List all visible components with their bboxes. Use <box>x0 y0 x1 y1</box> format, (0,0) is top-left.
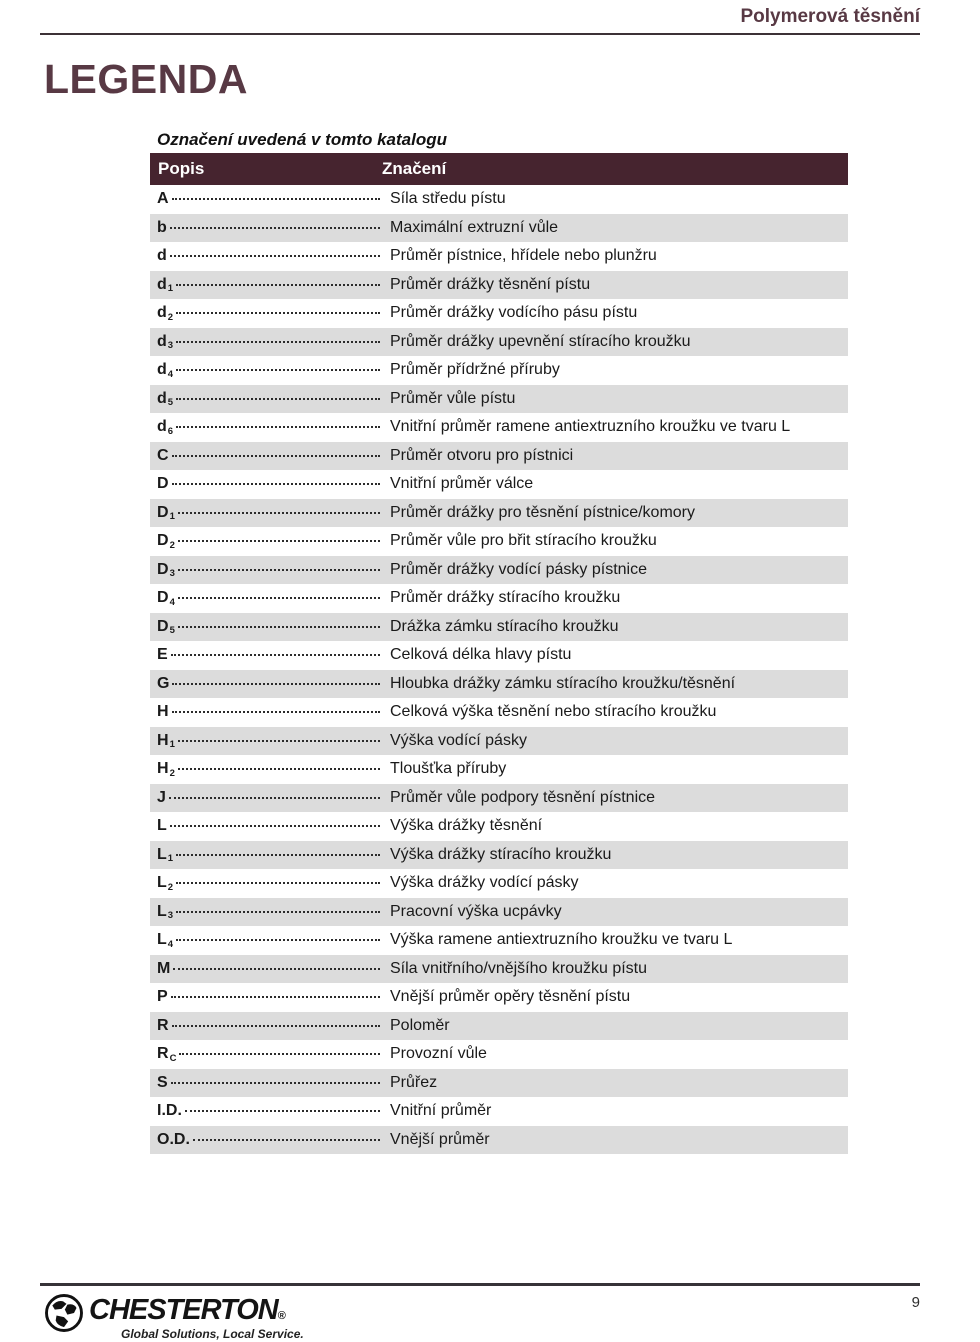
row-symbol-cell <box>150 190 390 208</box>
row-symbol: D <box>157 503 169 521</box>
document-header-title: Polymerová těsnění <box>740 6 920 27</box>
row-description: Vnitřní průměr válce <box>390 475 534 493</box>
row-description: Průměr drážky upevnění stíracího kroužku <box>390 332 691 350</box>
table-row <box>150 356 848 385</box>
row-symbol: d <box>157 418 167 436</box>
row-symbol-cell <box>150 532 390 550</box>
row-symbol-cell <box>150 931 390 949</box>
dotted-leader <box>176 882 380 884</box>
row-symbol: C <box>157 446 169 464</box>
row-symbol-cell <box>150 361 390 379</box>
dotted-leader <box>178 597 380 599</box>
row-symbol-sub: 3 <box>169 568 175 580</box>
dotted-leader <box>173 968 380 970</box>
dotted-leader <box>170 255 380 257</box>
row-description: Průměr drážky stíracího kroužku <box>390 589 621 607</box>
row-description: Pracovní výška ucpávky <box>390 902 562 920</box>
row-symbol: S <box>157 1073 168 1091</box>
table-row <box>150 413 848 442</box>
legend-table <box>150 153 848 1154</box>
row-symbol: H <box>157 703 169 721</box>
row-symbol-cell <box>150 960 390 978</box>
row-description: Průměr přídržné příruby <box>390 361 560 379</box>
row-description: Vnější průměr opěry těsnění pístu <box>390 988 631 1006</box>
row-symbol-cell <box>150 988 390 1006</box>
table-row <box>150 784 848 813</box>
dotted-leader <box>178 626 380 628</box>
row-description: Poloměr <box>390 1016 450 1034</box>
row-symbol: R <box>157 1016 169 1034</box>
table-row <box>150 527 848 556</box>
dotted-leader <box>172 455 380 457</box>
row-symbol: d <box>157 361 167 379</box>
table-row <box>150 1012 848 1041</box>
dotted-leader <box>178 740 380 742</box>
dotted-leader <box>179 1053 380 1055</box>
row-symbol-cell <box>150 418 390 436</box>
row-symbol: D <box>157 589 169 607</box>
row-symbol-cell <box>150 760 390 778</box>
row-symbol: P <box>157 988 168 1006</box>
row-symbol-cell <box>150 817 390 835</box>
row-symbol-cell <box>150 675 390 693</box>
row-symbol-cell <box>150 1074 390 1092</box>
table-row <box>150 271 848 300</box>
table-row <box>150 926 848 955</box>
row-symbol: D <box>157 617 169 635</box>
row-symbol-cell <box>150 1017 390 1035</box>
row-description: Průměr drážky pro těsnění pístnice/komory <box>390 503 696 521</box>
row-description: Průměr vůle podpory těsnění pístnice <box>390 788 656 806</box>
table-row <box>150 442 848 471</box>
table-row <box>150 470 848 499</box>
row-symbol: I.D. <box>157 1102 182 1120</box>
table-row <box>150 499 848 528</box>
row-symbol: H <box>157 731 169 749</box>
dotted-leader <box>178 569 380 571</box>
dotted-leader <box>193 1139 380 1141</box>
row-symbol: A <box>157 190 169 208</box>
row-symbol: d <box>157 332 167 350</box>
row-description: Síla vnitřního/vnějšího kroužku pístu <box>390 959 648 977</box>
dotted-leader <box>170 825 380 827</box>
row-symbol: R <box>157 1045 169 1063</box>
row-symbol-cell <box>150 390 390 408</box>
registered-mark: ® <box>277 1310 286 1322</box>
row-description: Průměr vůle pístu <box>390 389 516 407</box>
dotted-leader <box>176 369 380 371</box>
row-symbol: L <box>157 931 167 949</box>
table-row <box>150 299 848 328</box>
dotted-leader <box>176 939 380 941</box>
table-row <box>150 556 848 585</box>
row-description: Průřez <box>390 1073 438 1091</box>
row-symbol-sub: 1 <box>167 853 174 865</box>
row-description: Výška vodící pásky <box>390 731 527 749</box>
row-symbol: D <box>157 532 169 550</box>
table-row <box>150 1040 848 1069</box>
dotted-leader <box>178 540 380 542</box>
dotted-leader <box>185 1110 380 1112</box>
dotted-leader <box>172 483 380 485</box>
row-symbol-sub: 5 <box>167 397 174 409</box>
table-row <box>150 1126 848 1155</box>
row-symbol: L <box>157 817 167 835</box>
row-symbol-cell <box>150 276 390 294</box>
page-number: 9 <box>911 1294 920 1311</box>
row-description: Síla středu pístu <box>390 190 506 208</box>
row-symbol: b <box>157 218 167 236</box>
row-description: Celková výška těsnění nebo stíracího kroužku <box>390 703 717 721</box>
page-title: LEGENDA <box>44 56 248 102</box>
row-symbol: D <box>157 560 169 578</box>
table-row <box>150 185 848 214</box>
table-row <box>150 812 848 841</box>
row-description: Vnitřní průměr ramene antiextruzního kroužku ve tvaru L <box>390 418 791 436</box>
row-symbol-sub: 3 <box>167 910 174 922</box>
table-row <box>150 869 848 898</box>
row-symbol-cell <box>150 304 390 322</box>
table-row <box>150 1069 848 1098</box>
row-symbol-sub: 3 <box>167 340 174 352</box>
row-symbol-cell <box>150 618 390 636</box>
table-row <box>150 898 848 927</box>
row-description: Drážka zámku stíracího kroužku <box>390 617 619 635</box>
table-row <box>150 955 848 984</box>
row-description: Vnitřní průměr <box>390 1102 492 1120</box>
row-description: Průměr pístnice, hřídele nebo plunžru <box>390 247 657 265</box>
row-symbol: O.D. <box>157 1130 190 1148</box>
row-symbol-cell <box>150 646 390 664</box>
table-row <box>150 613 848 642</box>
row-symbol-cell <box>150 475 390 493</box>
table-row <box>150 641 848 670</box>
table-subtitle: Označení uvedená v tomto katalogu <box>157 130 448 149</box>
row-symbol-sub: 1 <box>169 511 175 523</box>
row-symbol-cell <box>150 504 390 522</box>
logo-wordmark: CHESTERTON® <box>89 1294 286 1326</box>
dotted-leader <box>171 654 380 656</box>
table-row <box>150 242 848 271</box>
row-symbol-cell <box>150 1131 390 1149</box>
row-description: Průměr drážky vodící pásky pístnice <box>390 560 647 578</box>
table-row <box>150 841 848 870</box>
row-symbol: J <box>157 788 166 806</box>
dotted-leader <box>176 426 380 428</box>
row-symbol: L <box>157 845 167 863</box>
row-description: Provozní vůle <box>390 1045 487 1063</box>
row-symbol-sub: 1 <box>167 283 174 295</box>
row-symbol-sub: 2 <box>167 311 174 323</box>
dotted-leader <box>176 341 380 343</box>
row-description: Průměr vůle pro břit stíracího kroužku <box>390 532 657 550</box>
dotted-leader <box>178 768 380 770</box>
row-description: Výška drážky vodící pásky <box>390 874 579 892</box>
row-symbol-cell <box>150 874 390 892</box>
row-symbol-cell <box>150 1045 390 1063</box>
table-row <box>150 1097 848 1126</box>
table-row <box>150 670 848 699</box>
row-symbol-sub: 4 <box>167 368 174 380</box>
row-description: Výška drážky těsnění <box>390 817 543 835</box>
dotted-leader <box>170 227 380 229</box>
row-symbol-sub: 2 <box>167 881 174 893</box>
table-row <box>150 983 848 1012</box>
row-description: Celková délka hlavy pístu <box>390 646 572 664</box>
row-symbol: d <box>157 275 167 293</box>
header-rule <box>40 33 920 35</box>
table-row <box>150 698 848 727</box>
row-symbol: E <box>157 646 168 664</box>
row-symbol-cell <box>150 561 390 579</box>
row-symbol-sub: 2 <box>169 767 175 779</box>
row-symbol-cell <box>150 903 390 921</box>
table-row <box>150 584 848 613</box>
row-symbol-cell <box>150 703 390 721</box>
table-row <box>150 385 848 414</box>
column-header-popis: Popis <box>158 159 205 178</box>
dotted-leader <box>178 512 380 514</box>
legend-table-body <box>150 185 848 1154</box>
row-symbol-cell <box>150 333 390 351</box>
row-symbol-sub: 6 <box>167 425 174 437</box>
row-symbol: M <box>157 959 171 977</box>
row-symbol: d <box>157 304 167 322</box>
legend-table-header <box>150 153 848 185</box>
table-row <box>150 214 848 243</box>
column-header-znaceni: Značení <box>382 159 447 178</box>
dotted-leader <box>171 1082 380 1084</box>
row-symbol-cell <box>150 846 390 864</box>
row-description: Maximální extruzní vůle <box>390 218 559 236</box>
dotted-leader <box>176 312 380 314</box>
row-symbol: G <box>157 674 170 692</box>
row-symbol: L <box>157 902 167 920</box>
row-symbol: d <box>157 247 167 265</box>
table-row <box>150 328 848 357</box>
row-description: Výška ramene antiextruzního kroužku ve tvaru L <box>390 931 733 949</box>
row-symbol-cell <box>150 219 390 237</box>
row-symbol-cell <box>150 447 390 465</box>
dotted-leader <box>172 683 380 685</box>
dotted-leader <box>176 911 380 913</box>
dotted-leader <box>176 854 380 856</box>
dotted-leader <box>172 1025 380 1027</box>
row-description: Hloubka drážky zámku stíracího kroužku/těsnění <box>390 674 736 692</box>
footer-rule <box>40 1283 920 1286</box>
dotted-leader <box>172 198 380 200</box>
row-description: Vnější průměr <box>390 1130 490 1148</box>
dotted-leader <box>176 284 380 286</box>
row-description: Průměr drážky těsnění pístu <box>390 275 591 293</box>
row-symbol-sub: 4 <box>169 596 175 608</box>
row-symbol-cell <box>150 589 390 607</box>
row-description: Průměr drážky vodícího pásu pístu <box>390 304 638 322</box>
table-row <box>150 727 848 756</box>
row-symbol-cell <box>150 247 390 265</box>
row-symbol-sub: 4 <box>167 938 174 950</box>
row-symbol-sub: 5 <box>169 625 175 637</box>
dotted-leader <box>176 398 380 400</box>
row-description: Průměr otvoru pro pístnici <box>390 446 574 464</box>
table-row <box>150 755 848 784</box>
row-symbol: D <box>157 475 169 493</box>
row-symbol-sub: C <box>169 1052 177 1064</box>
row-description: Výška drážky stíracího kroužku <box>390 845 612 863</box>
row-description: Tloušťka příruby <box>390 760 507 778</box>
logo-tagline: Global Solutions, Local Service. <box>121 1327 304 1341</box>
row-symbol-cell <box>150 789 390 807</box>
dotted-leader <box>169 797 380 799</box>
row-symbol: L <box>157 874 167 892</box>
row-symbol: d <box>157 389 167 407</box>
row-symbol-cell <box>150 732 390 750</box>
row-symbol-sub: 1 <box>169 739 175 751</box>
row-symbol-sub: 2 <box>169 539 175 551</box>
dotted-leader <box>171 996 380 998</box>
dotted-leader <box>172 711 380 713</box>
row-symbol: H <box>157 760 169 778</box>
row-symbol-cell <box>150 1102 390 1120</box>
